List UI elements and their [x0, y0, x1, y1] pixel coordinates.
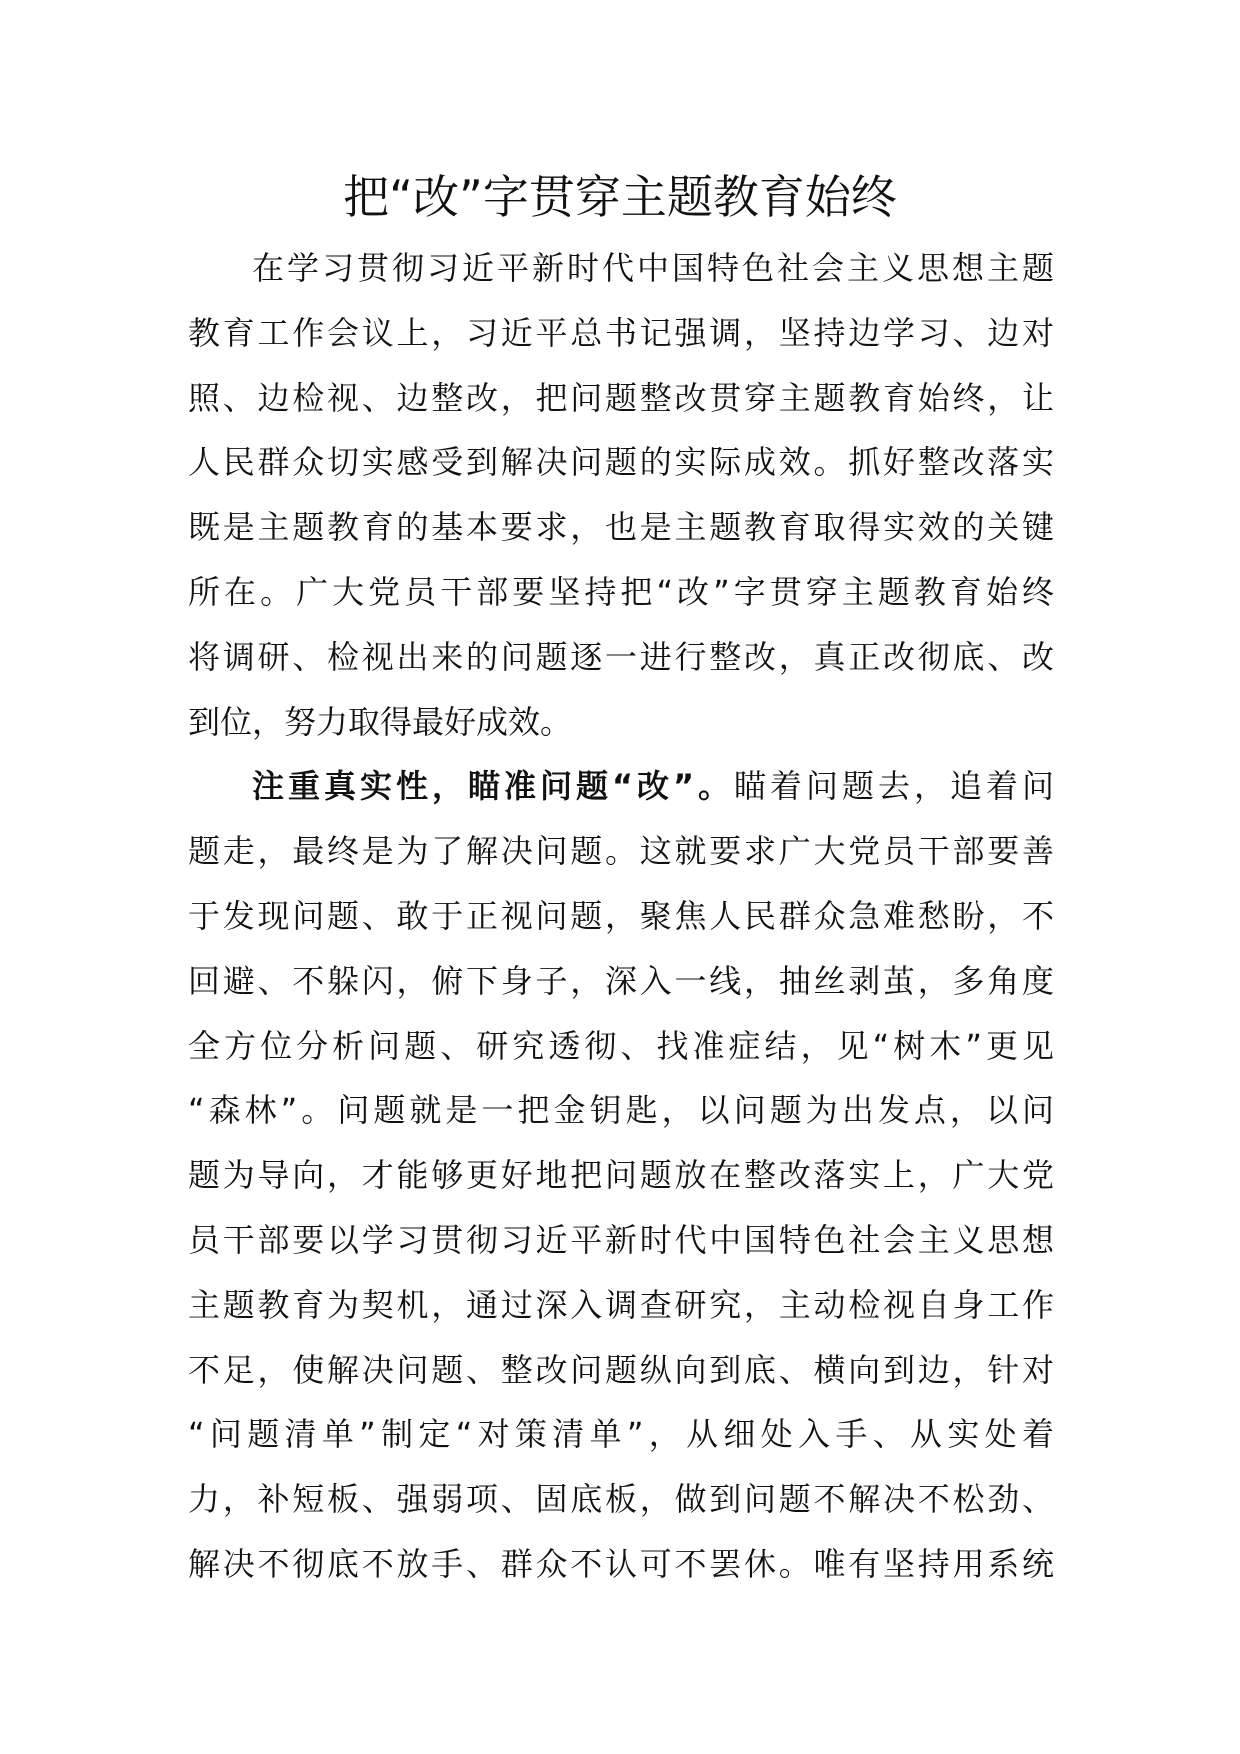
text-line: 于发现问题、敢于正视问题，聚焦人民群众急难愁盼，不 [188, 896, 1054, 935]
text-line [188, 754, 1054, 819]
text-line: 力，补短板、强弱项、固底板，做到问题不解决不松劲、 [188, 1480, 1054, 1519]
text-line: “问题清单”制定“对策清单”，从细处入手、从实处着 [188, 1415, 1054, 1454]
document-body [188, 236, 1054, 1597]
text-line: 回避、不躲闪，俯下身子，深入一线，抽丝剥茧，多角度 [188, 961, 1054, 1000]
text-line: 员干部要以学习贯彻习近平新时代中国特色社会主义思想 [188, 1220, 1054, 1259]
text-line: 将调研、检视出来的问题逐一进行整改，真正改彻底、改 [188, 637, 1054, 676]
text-line: 主题教育为契机，通过深入调查研究，主动检视自身工作 [188, 1285, 1054, 1324]
text-line: 既是主题教育的基本要求，也是主题教育取得实效的关键 [188, 508, 1054, 547]
text-line: 题走，最终是为了解决问题。这就要求广大党员干部要善 [188, 832, 1054, 871]
text-line: 全方位分析问题、研究透彻、找准症结，见“树木”更见 [188, 1026, 1054, 1065]
paragraph-intro [188, 236, 1054, 754]
document-title: 把“改”字贯穿主题教育始终 [343, 170, 897, 224]
text-line: 人民群众切实感受到解决问题的实际成效。抓好整改落实 [188, 443, 1054, 482]
paragraph-lead-heading: 注重真实性，瞄准问题“改”。 [252, 767, 735, 806]
text-line: 解决不彻底不放手、群众不认可不罢休。唯有坚持用系统 [188, 1544, 1054, 1583]
text-line: 所在。广大党员干部要坚持把“改”字贯穿主题教育始终 [188, 572, 1054, 611]
text-line: 教育工作会议上，习近平总书记强调，坚持边学习、边对 [188, 313, 1054, 352]
text-line: 不足，使解决问题、整改问题纵向到底、横向到边，针对 [188, 1350, 1054, 1389]
text-line: “森林”。问题就是一把金钥匙，以问题为出发点，以问 [188, 1091, 1054, 1130]
text-line-rest: 瞄着问题去，追着问 [734, 767, 1054, 806]
text-line: 在学习贯彻习近平新时代中国特色社会主义思想主题 [252, 249, 1054, 287]
paragraph-authenticity [188, 754, 1054, 1596]
text-line: 到位，努力取得最好成效。 [188, 702, 573, 741]
text-line: 照、边检视、边整改，把问题整改贯穿主题教育始终，让 [188, 378, 1054, 417]
text-line: 题为导向，才能够更好地把问题放在整改落实上，广大党 [188, 1156, 1054, 1195]
